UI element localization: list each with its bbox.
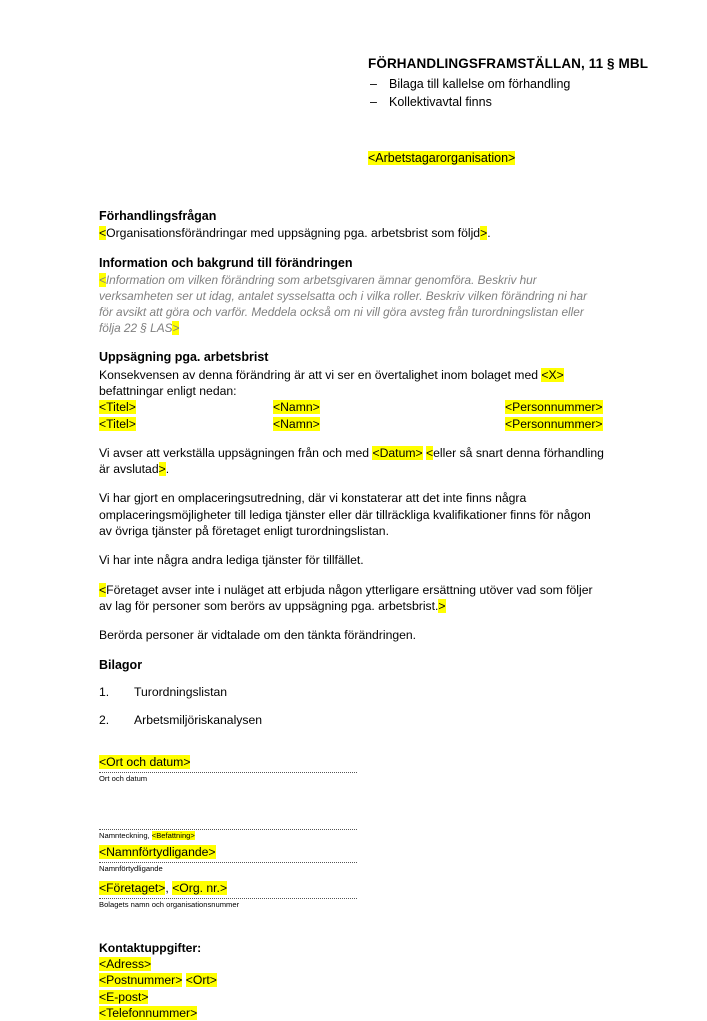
paragraph-forhandlingsfragan: [99, 225, 604, 241]
ort-datum-value: [99, 755, 357, 771]
header-bullet-label: Bilaga till kallelse om förhandling: [389, 76, 571, 91]
foretag-value: [99, 881, 357, 897]
dash-icon: –: [370, 94, 377, 109]
namn-placeholder: <Namn>: [273, 400, 320, 415]
table-cell-titel: [99, 416, 273, 432]
personnummer-placeholder: <Personnummer>: [505, 400, 603, 415]
foretag-placeholder: <Företaget>: [99, 881, 166, 896]
signature-rule: [99, 862, 357, 863]
ort-datum-placeholder: <Ort och datum>: [99, 754, 191, 769]
postal-placeholder: <Postnummer>: [99, 973, 183, 988]
open-bracket: <: [99, 582, 107, 597]
verkstalla-before-date: Vi avser att verkställa uppsägningen från och med: [99, 445, 373, 460]
list-item: [99, 685, 604, 701]
titel-placeholder: <Titel>: [99, 416, 136, 431]
paragraph-lediga-tjanster: Vi har inte några andra lediga tjänster för tillfället.: [99, 553, 364, 568]
namn-placeholder: <Namn>: [273, 416, 320, 431]
table-cell-personnummer: [505, 416, 604, 432]
paragraph-verkstalla: [99, 445, 604, 478]
heading-bilagor: Bilagor: [99, 657, 143, 672]
table-row: [99, 399, 604, 415]
table-cell-personnummer: [505, 399, 604, 415]
table-cell-namn: [273, 416, 505, 432]
dash-icon: –: [370, 76, 377, 91]
count-placeholder: <X>: [541, 367, 564, 382]
namnteckning-caption-prefix: Namnteckning,: [99, 830, 152, 840]
document-header: [368, 56, 688, 111]
verkstalla-alt-text: eller så snart denna förhandling är avslutad: [99, 445, 604, 476]
befattning-placeholder: <Befattning>: [151, 830, 195, 840]
ersattning-text: Företaget avser inte i nuläget att erbjuda någon ytterligare ersättning utöver vad som följer av lag för personer som berörs av uppsägning pga. arbetsbrist.: [99, 582, 593, 613]
paragraph-information-note: [99, 272, 604, 337]
foretag-separator: ,: [165, 881, 173, 896]
contact-heading: Kontaktuppgifter:: [99, 941, 202, 956]
contact-address-line: [99, 956, 604, 972]
table-cell-titel: [99, 399, 273, 415]
header-bullet-label: Kollektivavtal finns: [389, 94, 492, 109]
verkstalla-trailing: .: [165, 461, 170, 476]
uppsagning-intro-before: Konsekvensen av denna förändring är att vi ser en övertalighet inom bolaget med: [99, 367, 542, 382]
close-bracket: >: [158, 461, 166, 476]
bilaga-number: 1.: [99, 684, 110, 699]
table-cell-namn: [273, 399, 505, 415]
contact-block: [99, 940, 604, 1020]
orgnr-placeholder: <Org. nr.>: [172, 881, 228, 896]
phone-placeholder: <Telefonnummer>: [99, 1005, 198, 1020]
header-bullet-item: [368, 94, 688, 112]
person-table: [99, 399, 604, 431]
close-bracket: >: [480, 226, 488, 241]
heading-uppsagning: Uppsägning pga. arbetsbrist: [99, 350, 269, 365]
namnfortydligande-caption: Namnförtydligande: [99, 863, 163, 873]
recipient-organisation-field: [368, 151, 515, 165]
foretag-caption: Bolagets namn och organisationsnummer: [99, 899, 240, 909]
signature-rule: [99, 898, 357, 899]
header-bullet-item: [368, 76, 688, 94]
close-bracket: >: [438, 599, 446, 613]
ort-datum-caption: Ort och datum: [99, 773, 148, 783]
paragraph-omplacering: Vi har gjort en omplaceringsutredning, där vi konstaterar att det inte finns några omplaceringsmöjligheter till lediga tjänster eller där tillräckliga kvalifikationer finns för någon av övriga tjänster på företaget enligt turordningslistan.: [99, 491, 591, 538]
personnummer-placeholder: <Personnummer>: [505, 416, 603, 431]
document-body: [99, 208, 604, 1021]
contact-postal-city-line: [99, 972, 604, 988]
contact-phone-line: [99, 1005, 604, 1021]
contact-email-line: [99, 989, 604, 1005]
signature-foretag-block: [99, 881, 357, 910]
titel-placeholder: <Titel>: [99, 400, 136, 415]
signature-rule: [99, 772, 357, 773]
heading-information: Information och bakgrund till förändringen: [99, 255, 353, 270]
forhandlingsfragan-trailing: .: [487, 226, 491, 241]
forhandlingsfragan-text: Organisationsförändringar med uppsägning pga. arbetsbrist som följd: [106, 226, 481, 241]
bilaga-number: 2.: [99, 712, 110, 727]
signature-ort-datum-block: [99, 755, 357, 784]
email-placeholder: <E-post>: [99, 989, 149, 1004]
namnteckning-caption: [99, 831, 357, 841]
heading-forhandlingsfragan: Förhandlingsfrågan: [99, 209, 217, 223]
recipient-placeholder: <Arbetstagarorganisation>: [368, 151, 516, 165]
address-placeholder: <Adress>: [99, 957, 152, 972]
paragraph-uppsagning-intro: [99, 367, 604, 400]
bilagor-list: [99, 685, 604, 729]
signature-namnfortydligande-block: [99, 845, 357, 874]
open-bracket: <: [99, 226, 107, 241]
signature-rule: [99, 829, 357, 830]
document-title: FÖRHANDLINGSFRAMSTÄLLAN, 11 § MBL: [368, 56, 649, 71]
information-note-text: Information om vilken förändring som arbetsgivaren ämnar genomföra. Beskriv hur verksamheten ser ut idag, antalet sysselsatta och i vilka roller. Beskriv vilken förändring ni har för avsikt att göra och varför. Meddela också om ni vill göra avsteg från turordningslistan eller följa 22 § LAS: [99, 272, 588, 336]
city-placeholder: <Ort>: [185, 973, 217, 988]
open-bracket: <: [99, 272, 106, 287]
table-row: [99, 416, 604, 432]
close-bracket: >: [172, 321, 180, 336]
namnfortydligande-placeholder: <Namnförtydligande>: [99, 845, 216, 860]
open-bracket: <: [426, 445, 434, 460]
bilaga-label: Arbetsmiljöriskanalysen: [134, 712, 263, 727]
paragraph-ersattning: [99, 582, 604, 615]
list-item: [99, 713, 604, 729]
paragraph-berorda: Berörda personer är vidtalade om den tänkta förändringen.: [99, 628, 417, 643]
signature-namnteckning-block: [99, 829, 357, 841]
uppsagning-intro-after: befattningar enligt nedan:: [99, 384, 237, 399]
bilaga-label: Turordningslistan: [134, 684, 228, 699]
header-bullet-list: [368, 76, 688, 112]
namnfortydligande-value: [99, 845, 357, 861]
date-placeholder: <Datum>: [372, 445, 423, 460]
